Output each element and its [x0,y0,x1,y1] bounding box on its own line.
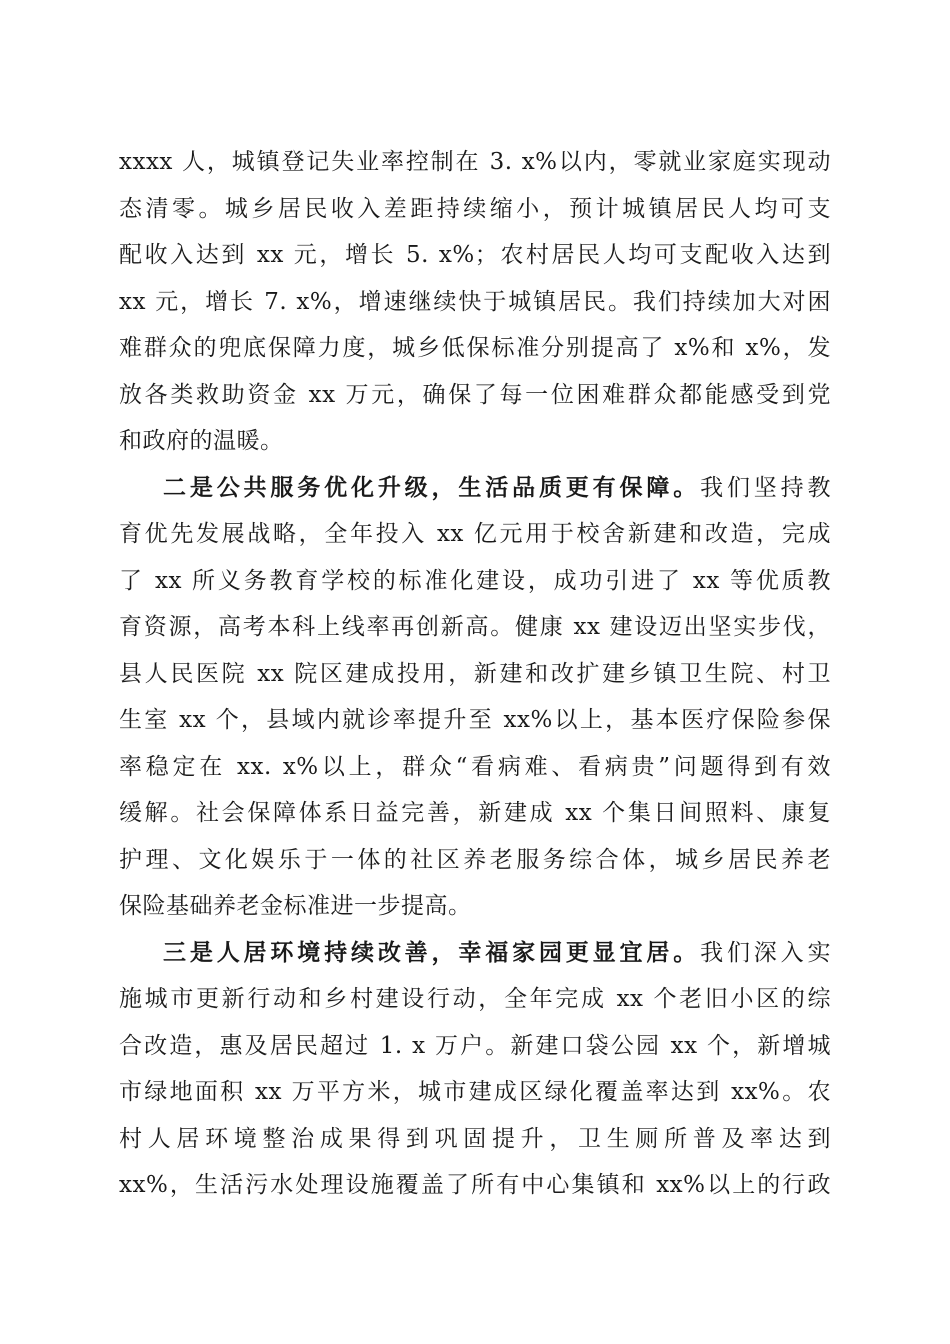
paragraph-public-services [119,465,831,930]
text-span: 我们坚持教 [700,474,832,501]
paragraph-heading: 三是人居环境持续改善，幸福家园更显宜居。 [163,938,701,966]
paragraph-first-line [119,465,831,512]
text-line: 县人民医院 xx 院区建成投用，新建和改扩建乡镇卫生院、村卫 [119,660,831,687]
paragraph-heading: 二是公共服务优化升级，生活品质更有保障。 [163,473,701,501]
document-body [119,139,831,1209]
text-line: 难群众的兜底保障力度，城乡低保标准分别提高了 x%和 x%，发 [119,335,831,361]
text-line: 和政府的温暖。 [119,428,284,454]
text-line: 生室 xx 个，县域内就诊率提升至 xx%以上，基本医疗保险参保 [119,707,831,733]
text-line: 村人居环境整治成果得到巩固提升，卫生厕所普及率达到 [119,1125,831,1152]
paragraph-employment-income [119,139,831,465]
text-line: 缓解。社会保障体系日益完善，新建成 xx 个集日间照料、康复 [119,800,831,826]
text-line: 保险基础养老金标准进一步提高。 [119,893,472,919]
text-line: 育优先发展战略，全年投入 xx 亿元用于校舍新建和改造，完成 [119,521,831,547]
text-line: 配收入达到 xx 元，增长 5. x%；农村居民人均可支配收入达到 [119,242,831,268]
paragraph-living-environment [119,930,831,1209]
text-line: xxxx 人，城镇登记失业率控制在 3. x%以内，零就业家庭实现动 [119,149,831,175]
text-line: 合改造，惠及居民超过 1. x 万户。新建口袋公园 xx 个，新增城 [119,1032,831,1059]
text-line: xx 元，增长 7. x%，增速继续快于城镇居民。我们持续加大对困 [119,288,831,315]
text-line: 施城市更新行动和乡村建设行动，全年完成 xx 个老旧小区的综 [119,986,831,1012]
text-line: 护理、文化娱乐于一体的社区养老服务综合体，城乡居民养老 [119,846,831,873]
text-line: 放各类救助资金 xx 万元，确保了每一位困难群众都能感受到党 [119,381,831,408]
text-line: 态清零。城乡居民收入差距持续缩小，预计城镇居民人均可支 [119,195,831,222]
text-line: 育资源，高考本科上线率再创新高。健康 xx 建设迈出坚实步伐， [119,614,831,640]
text-line: 率稳定在 xx. x%以上，群众“看病难、看病贵”问题得到有效 [119,753,831,780]
paragraph-first-line [119,930,831,977]
text-line: 市绿地面积 xx 万平方米，城市建成区绿化覆盖率达到 xx%。农 [119,1079,831,1105]
text-line: xx%，生活污水处理设施覆盖了所有中心集镇和 xx%以上的行政 [119,1172,831,1198]
text-line: 了 xx 所义务教育学校的标准化建设，成功引进了 xx 等优质教 [119,567,831,594]
text-span: 我们深入实 [700,939,832,966]
